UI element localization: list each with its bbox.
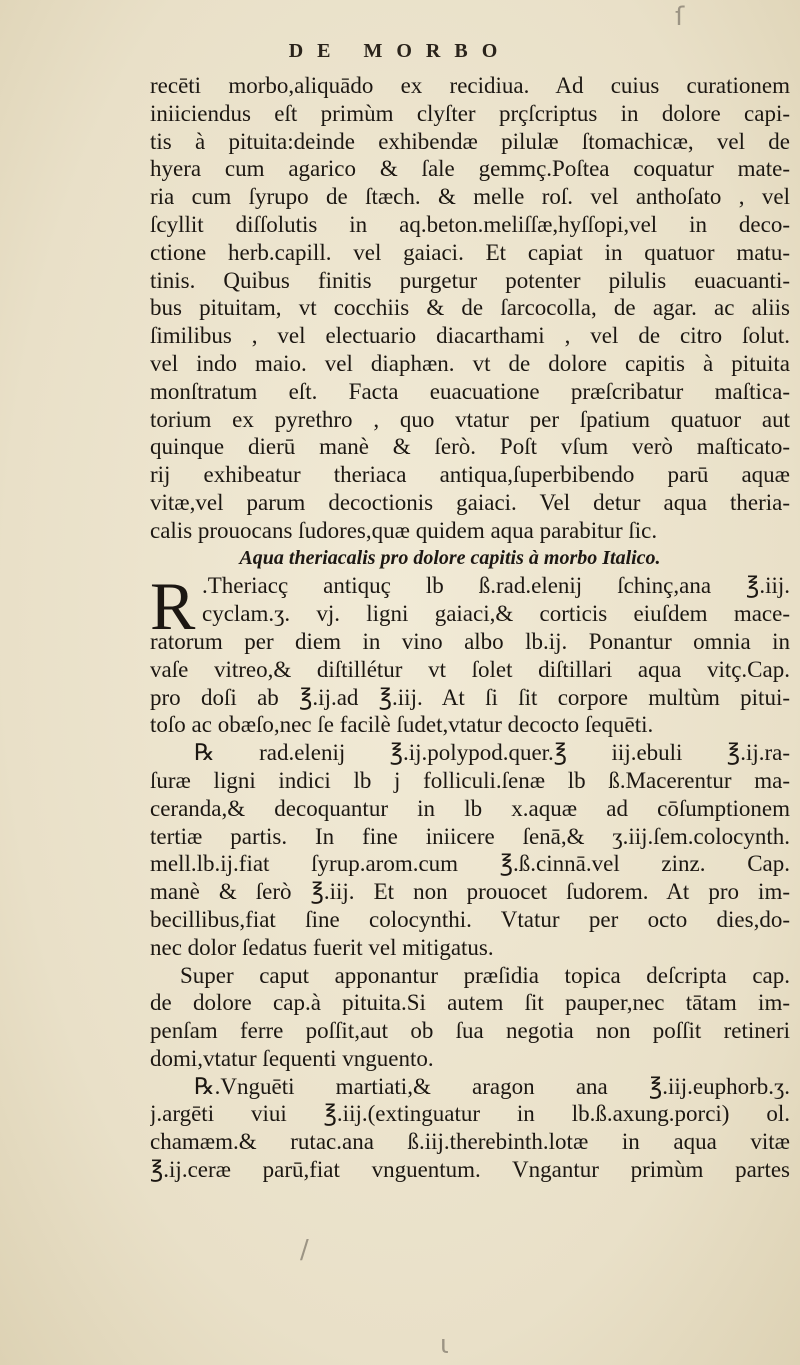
text-line: vaſe vitreo,& diſtillétur vt ſolet diſtillari aqua vitç.Cap. <box>150 656 790 682</box>
text-line: vel indo maio. vel diaphæn. vt de dolore capitis à pituita <box>150 350 790 376</box>
text-line: ria cum ſyrupo de ſtæch. & melle roſ. vel anthoſato , vel <box>150 184 790 210</box>
text-line: nec dolor ſedatus fuerit vel mitigatus. <box>150 934 494 960</box>
text-line: ctione herb.capill. vel gaiaci. Et capiat in quatuor matu- <box>150 239 790 265</box>
text-line: ſuræ ligni indici lb j folliculi.ſenæ lb ß.Macerentur ma- <box>150 767 790 793</box>
text-line: toſo ac obæſo,nec ſe facilè ſudet,vtatur decocto ſequēti. <box>150 712 654 738</box>
paragraph-2 <box>150 962 790 1073</box>
text-line: hyera cum agarico & ſale gemmç.Poſtea coquatur mate- <box>150 156 790 182</box>
text-line: .Theriacç antiquç lb ß.rad.elenij ſchinç,ana ℥.iij. <box>202 573 790 599</box>
text-line: ℞.Vnguēti martiati,& aragon ana ℥.iij.euphorb.ʒ. <box>194 1073 790 1099</box>
text-line: calis prouocans ſudores,quæ quidem aqua parabitur ſic. <box>150 517 658 543</box>
text-line: domi,vtatur ſequenti vnguento. <box>150 1045 434 1071</box>
text-line: chamæm.& rutac.ana ß.iij.therebinth.lotæ in aqua vitæ <box>150 1129 790 1155</box>
drop-cap: R <box>150 568 196 645</box>
recipe-decoction <box>150 739 790 961</box>
text-line: tertiæ partis. In fine iniicere ſenā,& ʒ.iij.ſem.colocynth. <box>150 823 790 849</box>
text-line: manè & ſerò ℥.iij. Et non prouocet ſudorem. At pro im- <box>150 879 790 905</box>
text-line: iniiciendus eſt primùm clyſter prçſcriptus in dolore capi- <box>150 100 790 126</box>
text-line: Super caput apponantur præſidia topica deſcripta cap. <box>180 962 790 988</box>
text-line: rij exhibeatur theriaca antiqua,ſuperbibendo parū aquæ <box>150 462 790 488</box>
text-line: tis à pituita:deinde exhibendæ pilulæ ſtomachicæ, vel de <box>150 128 790 154</box>
main-text <box>150 72 790 1184</box>
text-line: ratorum per diem in vino albo lb.ij. Ponantur omnia in <box>150 628 790 654</box>
recipe-ointment <box>150 1073 790 1184</box>
margin-pencil-mark: ſ <box>675 2 685 32</box>
running-head: DE MORBO <box>288 40 512 62</box>
drop-cap-lines <box>150 572 790 628</box>
recipe-heading: Aqua theriacalis pro dolore capitis à morbo Italico. <box>239 546 661 569</box>
text-line: becillibus,fiat ſine colocynthi. Vtatur per octo dies,do- <box>150 906 790 932</box>
margin-pencil-mark: / <box>300 1235 309 1265</box>
text-line: vitæ,vel parum decoctionis gaiaci. Vel detur aqua theria- <box>150 489 790 515</box>
text-line: torium ex pyrethro , quo vtatur per ſpatium quatuor aut <box>150 406 790 432</box>
text-line: de dolore cap.à pituita.Si autem ſit pauper,nec tātam im- <box>150 990 790 1016</box>
text-line: mell.lb.ij.fiat ſyrup.arom.cum ℥.ß.cinnā.vel zinz. Cap. <box>150 851 790 877</box>
text-line: ceranda,& decoquantur in lb x.aquæ ad cōſumptionem <box>150 795 790 821</box>
paragraph-1 <box>150 72 790 545</box>
text-line: ſimilibus , vel electuario diacarthami , vel de citro ſolut. <box>150 323 790 349</box>
text-line: quinque dierū manè & ſerò. Poſt vſum verò maſticato- <box>150 434 790 460</box>
text-line: pro doſi ab ℥.ij.ad ℥.iij. At ſi ſit corpore multùm pitui- <box>150 684 790 710</box>
text-line: penſam ferre poſſit,aut ob ſua negotia non poſſit retineri <box>150 1018 790 1044</box>
text-line: ℥.ij.ceræ parū,fiat vnguentum. Vngantur primùm partes <box>150 1157 790 1183</box>
text-line: j.argēti viui ℥.iij.(extinguatur in lb.ß.axung.porci) ol. <box>150 1101 790 1127</box>
text-line: cyclam.ʒ. vj. ligni gaiaci,& corticis eiuſdem mace- <box>202 601 790 627</box>
text-line: bus pituitam, vt cocchiis & de ſarcocolla, de agar. ac aliis <box>150 295 790 321</box>
recipe-continuation <box>150 628 790 739</box>
text-line: ℞ rad.elenij ℥.ij.polypod.quer.℥ iij.ebuli ℥.ij.ra- <box>194 740 790 766</box>
text-line: ſcyllit diſſolutis in aq.beton.meliſſæ,hyſſopi,vel in deco- <box>150 211 790 237</box>
text-line: recēti morbo,aliquādo ex recidiua. Ad cuius curationem <box>150 73 790 98</box>
text-line: monſtratum eſt. Facta euacuatione præſcribatur maſtica- <box>150 378 790 404</box>
text-line: tinis. Quibus finitis purgetur potenter pilulis euacuanti- <box>150 267 790 293</box>
margin-pencil-mark: ι <box>440 1330 449 1360</box>
